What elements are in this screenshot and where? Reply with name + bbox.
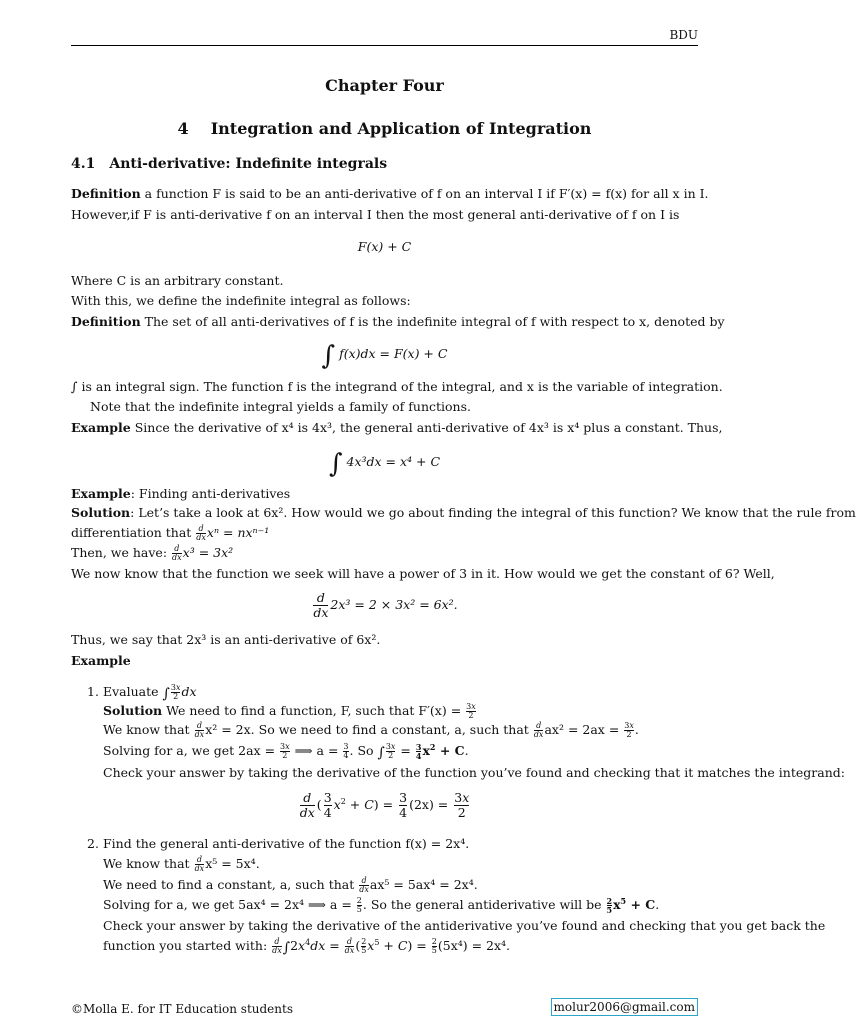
example-1-formula	[71, 449, 698, 479]
solution-line-2	[71, 525, 269, 542]
item-1-line-5: Check your answer by taking the derivative of the function you’ve found and checking that it matches the integrand:	[103, 765, 845, 780]
solution-text: : Let’s take a look at 6x². How would we go about finding the integral of this function? We know that the rule from	[130, 505, 856, 520]
derivative-operator: $\frac{d}{dx}$	[194, 721, 205, 739]
document-page	[71, 0, 856, 1024]
subsection-heading	[71, 156, 387, 172]
fraction: $\frac{3x}{2}$	[624, 721, 634, 739]
solution-text: differentiation that	[71, 525, 192, 540]
chapter-title: Chapter Four	[325, 76, 444, 95]
solution-line-4: We now know that the function we seek will have a power of 3 in it. How would we get the constant of 6? Well,	[71, 566, 775, 581]
formula-text: xⁿ = nxⁿ⁻¹	[206, 525, 270, 540]
section-number: 4	[177, 119, 189, 138]
fraction: $\frac{3x}{2}$	[385, 742, 396, 760]
derivative-operator: $\frac{d}{dx}$	[272, 937, 282, 955]
definition-label: Definition	[71, 314, 141, 329]
derivative-operator: $\frac{d}{dx}$	[313, 590, 329, 620]
item-text: Solving for a, we get 5ax⁴ = 2x⁴ ⟹ a =	[103, 897, 352, 912]
fraction: $\frac{2}{5}$	[356, 896, 362, 914]
item-text: ⟹ a =	[294, 743, 339, 758]
formula-text: 4x³dx = x⁴ + C	[346, 454, 441, 469]
item-text: x⁵ = 5x⁴.	[205, 856, 260, 871]
fraction: $\frac{3}{4}$	[399, 790, 408, 820]
solution-line-1	[71, 505, 856, 521]
integral-sign-icon: ∫	[282, 940, 291, 956]
solution-label: Solution	[71, 505, 131, 520]
page-header: BDU	[669, 28, 698, 42]
fraction: $\frac{2}{5}$	[606, 896, 613, 915]
definition-label: Definition	[71, 186, 141, 201]
solution-line-3	[71, 545, 233, 562]
item-2-line-5: Check your answer by taking the derivative of the antiderivative you’ve found and checking that you get back the	[103, 918, 826, 933]
indefinite-integral-formula	[71, 341, 698, 371]
fraction: $\frac{3}{4}$	[323, 790, 332, 820]
where-c-text: Where C is an arbitrary constant.	[71, 273, 284, 288]
example-2-line	[71, 486, 290, 502]
with-this-text: With this, we define the indefinite integral as follows:	[71, 293, 411, 308]
item-text: (5x⁴) = 2x⁴.	[437, 938, 511, 953]
formula-text: x³ = 3x²	[182, 545, 234, 560]
item-2-line-4: Solving for a, we get 5ax⁴ = 2x⁴ ⟹ a = $\frac{2}{5}$ . So the general antiderivative will be $\frac{2}{5}$ $x^5 + C$.	[103, 896, 660, 915]
note-text: Note that the indefinite integral yields a family of functions.	[90, 399, 471, 414]
formula-text: 2x³ = 2 × 3x² = 6x².	[330, 597, 458, 612]
item-1-solution	[103, 703, 477, 720]
definition-1-text: a function F is said to be an anti-derivative of f on an interval I if F′(x) = f(x) for all x in I.	[140, 186, 709, 201]
fraction: $\frac{2}{5}$	[431, 937, 437, 955]
section-title: Integration and Application of Integration	[210, 119, 592, 138]
item-2-line-2	[103, 856, 260, 873]
fraction: $\frac{3}{4}$	[343, 742, 349, 760]
derivative-operator: $\frac{d}{dx}$	[359, 876, 369, 894]
example-3-label: Example	[71, 653, 131, 668]
integral-sign-text: ∫ is an integral sign. The function f is the integrand of the integral, and x is the variable of integration.	[71, 379, 723, 394]
integral-sign-icon: ∫	[328, 449, 343, 479]
subsection-title: Anti-derivative: Indefinite integrals	[109, 156, 388, 172]
example-1-line	[71, 420, 723, 436]
item-text: . So the general antiderivative will be	[362, 897, 602, 912]
example-2-text: : Finding anti-derivatives	[130, 486, 291, 501]
solution-text: Then, we have:	[71, 545, 168, 560]
item-2-line-3	[103, 877, 478, 894]
item-text: We need to find a function, F, such that F′(x) =	[162, 703, 462, 718]
fraction: $\frac{3x}{2}$	[454, 790, 470, 820]
example-label: Example	[71, 420, 131, 435]
item-text: Solving for a, we get 2ax =	[103, 743, 276, 758]
derivative-operator: $\frac{d}{dx}$	[533, 721, 544, 739]
derivative-operator: $\frac{d}{dx}$	[344, 937, 355, 955]
derivative-operator: $\frac{d}{dx}$	[299, 790, 315, 820]
definition-1-line-2: However,if F is anti-derivative f on an interval I then the most general anti-derivative of f on I is	[71, 207, 680, 222]
integral-sign-icon: ∫	[377, 745, 385, 761]
header-rule	[71, 45, 698, 46]
definition-1-line-1	[71, 186, 709, 202]
integral-sign-icon: ∫	[321, 341, 336, 371]
item-1-number: 1.	[87, 684, 99, 699]
formula-text: (2x) =	[409, 797, 449, 812]
integral-sign-icon: ∫	[162, 686, 170, 702]
item-text: function you started with:	[103, 938, 268, 953]
section-heading	[71, 119, 698, 138]
derivative-operator: $\frac{d}{dx}$	[172, 544, 182, 562]
item-2-line-6: function you started with: $\frac{d}{dx}$ $\int 2x^4dx$ = $\frac{d}{dx}$ ( $\frac{2}{5}$ $x^5 + C$) = $\frac{2}{5}$ (5x⁴) = 2x⁴.	[103, 937, 511, 956]
solution-formula	[71, 591, 698, 620]
derivative-operator: $\frac{d}{dx}$	[194, 855, 205, 873]
item-1-line-1: Evaluate ∫ $\frac{3x}{2}$ dx	[103, 683, 197, 702]
solution-conclusion: Thus, we say that 2x³ is an anti-derivative of 6x².	[71, 632, 381, 647]
item-text: . So	[349, 743, 374, 758]
item-1-check-formula: $\frac{d}{dx}$ ( $\frac{3}{4}$ $x^2 + C$) = $\frac{3}{4}$ (2x) = $\frac{3x}{2}$	[299, 790, 470, 820]
formula-text: f(x)dx = F(x) + C	[339, 346, 448, 361]
item-1-line-4: Solving for a, we get 2ax = $\frac{3x}{2}$ ⟹ a = $\frac{3}{4}$ . So ∫ $\frac{3x}{2}$ = $\frac{3}{4}$ $x^2 + C$.	[103, 742, 469, 761]
general-antiderivative-formula: F(x) + C	[357, 239, 412, 254]
definition-2-text: The set of all anti-derivatives of f is the indefinite integral of f with respect to x, denoted by	[140, 314, 725, 329]
subsection-number: 4.1	[71, 156, 96, 172]
fraction: $\frac{3x}{2}$	[280, 742, 290, 760]
example-label: Example	[71, 486, 131, 501]
item-text: x² = 2x. So we need to find a constant, a, such that	[205, 722, 529, 737]
item-text: We need to find a constant, a, such that	[103, 877, 355, 892]
fraction: $\frac{2}{5}$	[361, 937, 367, 955]
item-1-line-3: We know that $\frac{d}{dx}$ x² = 2x. So we need to find a constant, a, such that $\frac{d}{dx}$ ax² = 2ax = $\frac{3x}{2}$ .	[103, 721, 639, 739]
definition-2-line	[71, 314, 725, 330]
item-text: We know that	[103, 722, 190, 737]
solution-label: Solution	[103, 703, 163, 718]
item-2-number: 2.	[87, 836, 99, 851]
fraction: $\frac{3x}{2}$	[170, 683, 181, 701]
fraction: $\frac{3x}{2}$	[466, 702, 476, 720]
footer-credit: ©Molla E. for IT Education students	[71, 1002, 293, 1016]
item-text: Evaluate	[103, 684, 159, 699]
example-1-text: Since the derivative of x⁴ is 4x³, the general anti-derivative of 4x³ is x⁴ plus a constant. Thus,	[130, 420, 723, 435]
fraction: $\frac{3}{4}$	[415, 742, 422, 761]
item-text: We know that	[103, 856, 190, 871]
item-2-line-1: Find the general anti-derivative of the function f(x) = 2x⁴.	[103, 836, 470, 851]
footer-email-link[interactable]: molur2006@gmail.com	[551, 998, 698, 1016]
item-text: ax² = 2ax =	[544, 722, 620, 737]
derivative-operator: $\frac{d}{dx}$	[196, 524, 206, 542]
item-text: ax⁵ = 5ax⁴ = 2x⁴.	[369, 877, 478, 892]
